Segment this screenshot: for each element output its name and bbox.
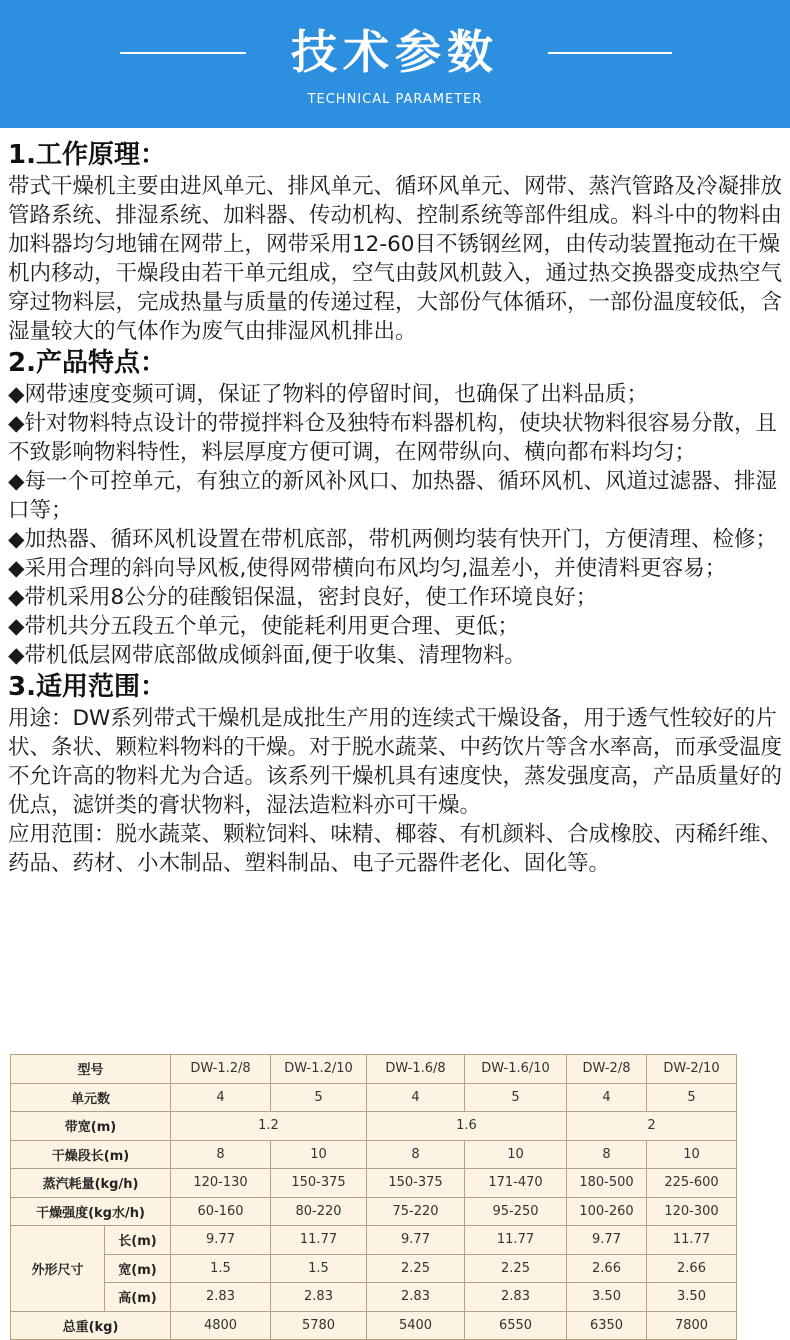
table-cell: 6550 (465, 1311, 567, 1340)
row-label: 单元数 (11, 1083, 171, 1112)
table-cell: 2 (567, 1112, 737, 1141)
table-row (11, 1169, 737, 1198)
table-cell: 75-220 (367, 1197, 465, 1226)
table-cell: 10 (465, 1140, 567, 1169)
section-working-principle (8, 138, 788, 346)
section-applications (8, 670, 788, 878)
table-cell: 8 (171, 1140, 271, 1169)
page-subtitle: TECHNICAL PARAMETER (307, 92, 483, 107)
row-label: 总重(kg) (11, 1311, 171, 1340)
table-cell: 1.5 (271, 1254, 367, 1283)
table-row (11, 1254, 737, 1283)
paragraph: 应用范围：脱水蔬菜、颗粒饲料、味精、椰蓉、有机颜料、合成橡胶、丙稀纤维、药品、药材、小木制品、塑料制品、电子元器件老化、固化等。 (8, 822, 783, 876)
table-cell: 8 (367, 1140, 465, 1169)
table-cell: 3.50 (647, 1283, 737, 1312)
row-label: 型号 (11, 1055, 171, 1084)
table-cell: 1.6 (367, 1112, 567, 1141)
section-features (8, 346, 788, 670)
table-cell: 2.25 (367, 1254, 465, 1283)
feature-item: ◆带机共分五段五个单元，使能耗利用更合理、更低； (8, 614, 520, 639)
table-cell: DW-1.6/10 (465, 1055, 567, 1084)
header-banner (0, 0, 790, 128)
table-cell: 120-300 (647, 1197, 737, 1226)
table-cell: DW-1.2/8 (171, 1055, 271, 1084)
table-cell: 11.77 (647, 1226, 737, 1255)
table-cell: 11.77 (465, 1226, 567, 1255)
table-cell: 2.83 (171, 1283, 271, 1312)
section-heading: 2.产品特点： (8, 348, 166, 378)
table-cell: 2.25 (465, 1254, 567, 1283)
body-content (8, 138, 788, 878)
table-cell: 10 (647, 1140, 737, 1169)
table-cell: 11.77 (271, 1226, 367, 1255)
table-cell: 10 (271, 1140, 367, 1169)
row-label: 干燥段长(m) (11, 1140, 171, 1169)
table-row (11, 1226, 737, 1255)
table-cell: 171-470 (465, 1169, 567, 1198)
table-cell: 150-375 (271, 1169, 367, 1198)
table-row (11, 1197, 737, 1226)
table-cell: DW-1.6/8 (367, 1055, 465, 1084)
table-cell: 5780 (271, 1311, 367, 1340)
row-group-label: 外形尺寸 (11, 1226, 105, 1312)
table-cell: 4 (367, 1083, 465, 1112)
paragraph: 用途：DW系列带式干燥机是成批生产用的连续式干燥设备，用于透气性较好的片状、条状、颗粒料物料的干燥。对于脱水蔬菜、中药饮片等含水率高，而承受温度不允许高的物料尤为合适。该系列干燥机具有速度快，蒸发强度高，产品质量好的优点，滤饼类的膏状物料，湿法造粒料亦可干燥。 (8, 706, 783, 818)
table-cell: 6350 (567, 1311, 647, 1340)
feature-item: ◆加热器、循环风机设置在带机底部，带机两侧均装有快开门，方便清理、检修； (8, 527, 778, 552)
table-cell: 9.77 (367, 1226, 465, 1255)
table-cell: 5400 (367, 1311, 465, 1340)
table-cell: DW-1.2/10 (271, 1055, 367, 1084)
table-cell: 5 (647, 1083, 737, 1112)
table-cell: DW-2/10 (647, 1055, 737, 1084)
table-cell: 5 (465, 1083, 567, 1112)
section-heading: 3.适用范围： (8, 672, 166, 702)
table-cell: 2.66 (647, 1254, 737, 1283)
row-label: 长(m) (105, 1226, 171, 1255)
table-cell: 1.5 (171, 1254, 271, 1283)
feature-item: ◆带机采用8公分的硅酸铝保温，密封良好，使工作环境良好； (8, 585, 598, 610)
row-label: 高(m) (105, 1283, 171, 1312)
feature-item: ◆每一个可控单元，有独立的新风补风口、加热器、循环风机、风道过滤器、排湿口等； (8, 469, 778, 523)
table-cell: 7800 (647, 1311, 737, 1340)
table-cell: 80-220 (271, 1197, 367, 1226)
table-cell: 2.83 (271, 1283, 367, 1312)
row-label: 带宽(m) (11, 1112, 171, 1141)
table-cell: 2.66 (567, 1254, 647, 1283)
feature-item: ◆网带速度变频可调，保证了物料的停留时间，也确保了出料品质； (8, 382, 649, 407)
section-heading: 1.工作原理： (8, 140, 166, 170)
table-cell: DW-2/8 (567, 1055, 647, 1084)
table-cell: 4 (171, 1083, 271, 1112)
table-cell: 60-160 (171, 1197, 271, 1226)
table-cell: 3.50 (567, 1283, 647, 1312)
page-title: 技术参数 (291, 25, 499, 79)
paragraph: 带式干燥机主要由进风单元、排风单元、循环风单元、网带、蒸汽管路及冷凝排放管路系统、排湿系统、加料器、传动机构、控制系统等部件组成。料斗中的物料由加料器均匀地铺在网带上，网带采用12-60目不锈钢丝网，由传动装置拖动在干燥机内移动，干燥段由若干单元组成，空气由鼓风机鼓入，通过热交换器变成热空气穿过物料层，完成热量与质量的传递过程，大部份气体循环，一部份温度较低，含湿量较大的气体作为废气由排湿风机排出。 (8, 174, 783, 344)
table-row (11, 1055, 737, 1084)
spec-table (10, 1054, 737, 1340)
row-label: 宽(m) (105, 1254, 171, 1283)
table-cell: 100-260 (567, 1197, 647, 1226)
table-cell: 5 (271, 1083, 367, 1112)
table-cell: 95-250 (465, 1197, 567, 1226)
table-row (11, 1140, 737, 1169)
header-right-rule (548, 52, 672, 54)
table-cell: 9.77 (567, 1226, 647, 1255)
table-row (11, 1112, 737, 1141)
table-cell: 4800 (171, 1311, 271, 1340)
table-cell: 9.77 (171, 1226, 271, 1255)
table-cell: 180-500 (567, 1169, 647, 1198)
table-cell: 1.2 (171, 1112, 367, 1141)
feature-item: ◆带机低层网带底部做成倾斜面,便于收集、清理物料。 (8, 643, 526, 668)
feature-item: ◆针对物料特点设计的带搅拌料仓及独特布料器机构，使块状物料很容易分散，且不致影响物料特性，料层厚度方便可调，在网带纵向、横向都布料均匀； (8, 411, 778, 465)
row-label: 干燥强度(kg水/h) (11, 1197, 171, 1226)
table-cell: 8 (567, 1140, 647, 1169)
table-cell: 150-375 (367, 1169, 465, 1198)
table-row (11, 1083, 737, 1112)
table-row (11, 1283, 737, 1312)
table-cell: 120-130 (171, 1169, 271, 1198)
table-cell: 2.83 (367, 1283, 465, 1312)
row-label: 蒸汽耗量(kg/h) (11, 1169, 171, 1198)
table-row (11, 1311, 737, 1340)
table-cell: 225-600 (647, 1169, 737, 1198)
table-cell: 2.83 (465, 1283, 567, 1312)
table-cell: 4 (567, 1083, 647, 1112)
feature-item: ◆采用合理的斜向导风板,使得网带横向布风均匀,温差小，并使清料更容易； (8, 556, 727, 581)
